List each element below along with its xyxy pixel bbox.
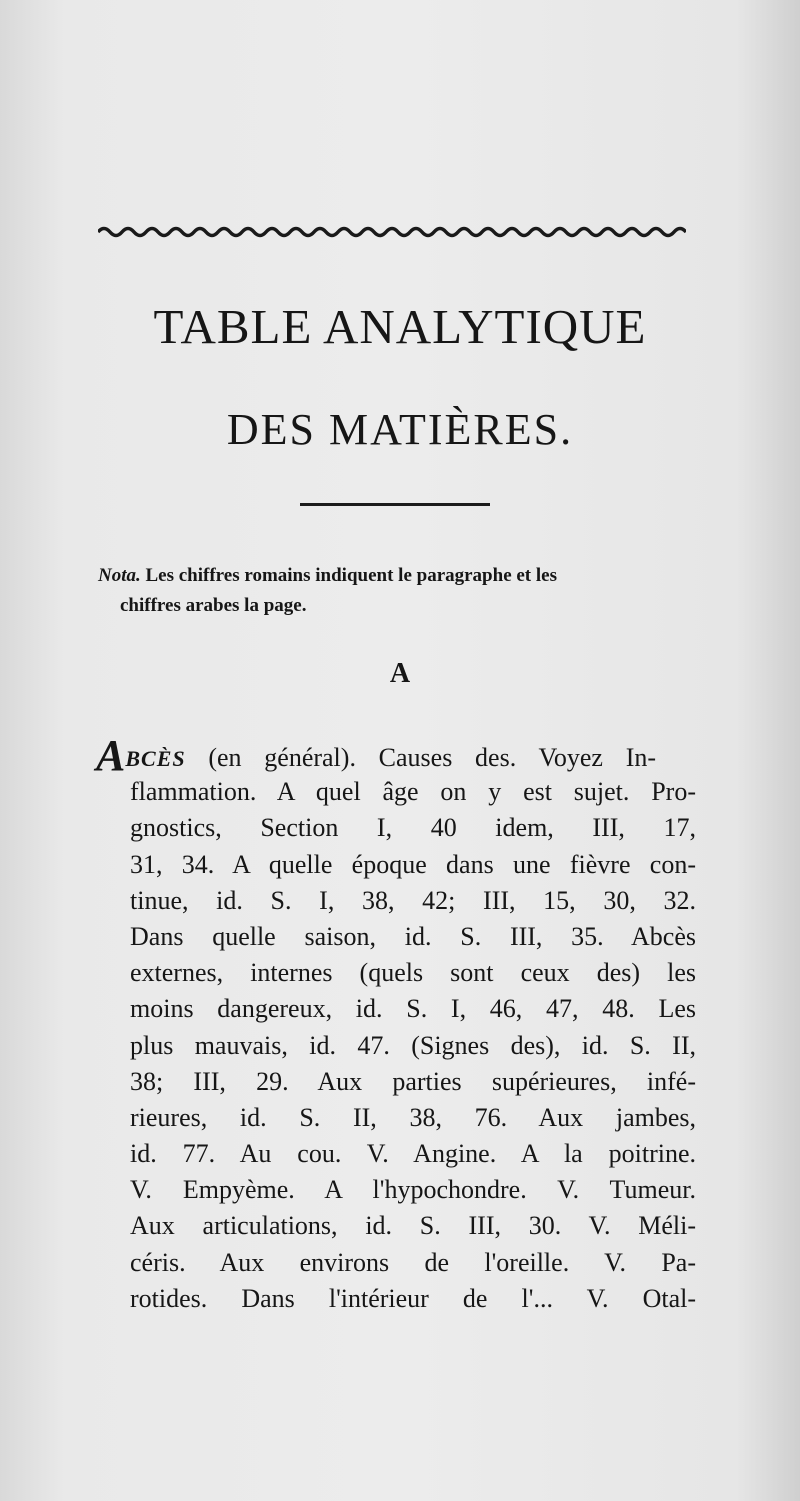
entry-line: plus mauvais, id. 47. (Signes des), id. S. II, xyxy=(130,1030,696,1060)
entry-line: 31, 34. A quelle époque dans une fièvre con- xyxy=(130,849,696,879)
nota-text-line2: chiffres arabes la page. xyxy=(120,595,307,616)
entry-line: id. 77. Au cou. V. Angine. A la poitrine. xyxy=(130,1139,696,1169)
section-letter: A xyxy=(389,658,411,689)
entry-line: Aux articulations, id. S. III, 30. V. Méli- xyxy=(130,1211,696,1241)
nota-label: Nota. xyxy=(98,565,141,586)
entry-line: rieures, id. S. II, 38, 76. Aux jambes, xyxy=(130,1102,696,1132)
entry-line: tinue, id. S. I, 38, 42; III, 15, 30, 32. xyxy=(130,885,696,915)
entry-line-first xyxy=(96,731,696,780)
entry-line: gnostics, Section I, 40 idem, III, 17, xyxy=(130,813,696,843)
table-subtitle: DES MATIÈRES. xyxy=(226,405,574,454)
entry-line: rotides. Dans l'intérieur de l'... V. Otal- xyxy=(130,1283,696,1313)
nota-block xyxy=(98,561,698,621)
divider-rule xyxy=(300,503,490,506)
ornament-border xyxy=(98,224,686,240)
index-entry-abces xyxy=(96,731,696,1317)
entry-line: externes, internes (quels sont ceux des) les xyxy=(130,958,696,988)
entry-first-line-text: (en général). Causes des. Voyez In- xyxy=(208,743,657,772)
entry-line: flammation. A quel âge on y est sujet. Pro- xyxy=(130,777,696,807)
nota-text-line1: Les chiffres romains indiquent le paragraphe et les xyxy=(145,565,557,586)
entry-line: céris. Aux environs de l'oreille. V. Pa- xyxy=(130,1247,696,1277)
entry-line: moins dangereux, id. S. I, 46, 47, 48. Les xyxy=(130,994,696,1024)
entry-line: 38; III, 29. Aux parties supérieures, infé- xyxy=(130,1066,696,1096)
drop-cap: A xyxy=(96,731,126,780)
entry-line: V. Empyème. A l'hypochondre. V. Tumeur. xyxy=(130,1175,696,1205)
entry-headword: BCÈS xyxy=(125,746,186,771)
entry-line: Dans quelle saison, id. S. III, 35. Abcès xyxy=(130,921,696,951)
table-title: TABLE ANALYTIQUE xyxy=(153,299,647,354)
